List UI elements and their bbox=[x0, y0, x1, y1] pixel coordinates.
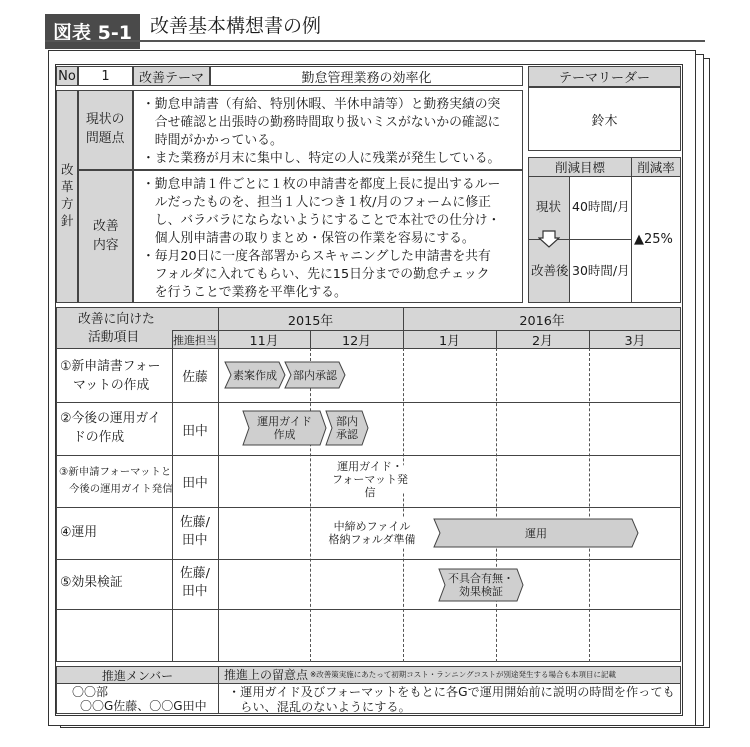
leader-value: 鈴木 bbox=[528, 87, 681, 151]
month-gridline bbox=[496, 348, 497, 662]
task-release-bar bbox=[330, 459, 410, 499]
owner-5-line: 田中 bbox=[182, 584, 208, 599]
current-line: ・勤怠申請書（有給、特別休暇、半休申請等）と勤務実績の突 bbox=[142, 97, 501, 112]
task-draft-label: 素案作成 bbox=[233, 368, 277, 382]
month-mar: 3月 bbox=[624, 334, 646, 349]
policy-side-char: 方 bbox=[61, 196, 74, 211]
task-guide-approval-line: 承認 bbox=[336, 428, 358, 441]
notes-label: 推進上の留意点 bbox=[224, 668, 309, 682]
owner-2: 田中 bbox=[182, 423, 208, 439]
members-line: 〇〇G佐藤、〇〇G田中 bbox=[80, 699, 207, 713]
activity-3-line: ③新申請フォーマットと bbox=[59, 466, 172, 478]
current-line: 合せ確認と出張時の勤務時間取り扱いミスがないかの確認に bbox=[142, 115, 501, 130]
owner-4-line: 田中 bbox=[182, 533, 208, 548]
activity-header-line: 改善に向けた bbox=[78, 312, 155, 327]
month-gridline bbox=[310, 348, 311, 662]
current-line: ・また業務が月末に集中し、特定の人に残業が発生している。 bbox=[142, 151, 501, 166]
task-release-label bbox=[330, 459, 410, 499]
task-approval-label: 部内承認 bbox=[293, 368, 337, 382]
activity-3-line: 今後の運用ガイト発信 bbox=[69, 483, 173, 495]
task-operation-label: 運用 bbox=[525, 526, 547, 540]
year-2016: 2016年 bbox=[519, 313, 565, 329]
leader-label: テーマリーダー bbox=[528, 66, 681, 87]
current-label-line: 現状の bbox=[86, 112, 125, 127]
improve-line: フォルダに入れてもらい、先に15日分までの勤怠チェック bbox=[142, 267, 490, 282]
month-nov: 11月 bbox=[249, 334, 279, 349]
policy-side-char: 針 bbox=[61, 213, 74, 228]
improve-line: 個人別申請書の取りまとめ・保管の作業を容易にする。 bbox=[142, 231, 475, 246]
reduction-target-label: 削減目標 bbox=[529, 158, 631, 176]
figure-title: 改善基本構想書の例 bbox=[150, 15, 322, 37]
task-release-line: フォーマット発信 bbox=[331, 472, 408, 499]
task-draft-bar bbox=[224, 361, 286, 389]
month-gridline bbox=[589, 348, 590, 662]
current-hours-value: 40時間/月 bbox=[572, 199, 630, 214]
activity-5-line: ⑤効果検証 bbox=[60, 575, 123, 590]
activity-header-line: 活動項目 bbox=[88, 330, 140, 345]
task-guide-approval-label bbox=[325, 410, 369, 446]
no-label: No bbox=[56, 66, 78, 86]
current-line: 時間がかかっている。 bbox=[142, 133, 283, 148]
activity-1-line: ①新申請書フォー bbox=[60, 359, 161, 374]
current-label-line: 問題点 bbox=[86, 131, 125, 146]
members-label: 推進メンバー bbox=[101, 668, 174, 683]
task-guide-line: 運用ガイド bbox=[257, 415, 312, 428]
policy-side-char: 革 bbox=[61, 179, 74, 194]
improve-line: ルだったものを、担当１人につき１枚/月のフォームに修正 bbox=[142, 195, 491, 210]
task-guide-approval-bar bbox=[325, 410, 369, 446]
row-rule bbox=[56, 507, 681, 508]
row-rule bbox=[56, 559, 681, 560]
after-hours-label: 改善後 bbox=[531, 263, 569, 278]
task-folder-prep-bar bbox=[326, 518, 418, 548]
task-verification-bar bbox=[438, 568, 524, 602]
month-feb: 2月 bbox=[532, 334, 553, 349]
improve-line: ・毎月20日に一度各部署からスキャニングした申請書を共有 bbox=[142, 249, 491, 264]
improve-line: を行うことで業務を平準化する。 bbox=[142, 285, 347, 300]
task-folder-prep-line: 格納フォルダ準備 bbox=[328, 533, 416, 546]
policy-side-label bbox=[56, 90, 78, 303]
task-guide-approval-line: 部内 bbox=[336, 415, 358, 428]
activity-1-line: マットの作成 bbox=[73, 378, 150, 393]
owner-header: 推進担当 bbox=[173, 333, 217, 347]
improve-label-line: 内容 bbox=[93, 238, 119, 253]
improvement-label bbox=[78, 170, 133, 303]
task-folder-prep-line: 中締めファイル bbox=[333, 520, 411, 533]
improve-line: ・勤怠申請１件ごとに１枚の申請書を都度上長に提出するルー bbox=[142, 177, 501, 192]
row-rule bbox=[56, 609, 681, 610]
task-guide-line: 作成 bbox=[273, 428, 296, 441]
task-operation-bar bbox=[433, 518, 639, 548]
current-problems-label bbox=[78, 90, 133, 170]
month-dec: 12月 bbox=[341, 334, 372, 349]
no-value: 1 bbox=[78, 66, 133, 86]
policy-side-char: 改 bbox=[61, 162, 74, 177]
task-verification-line: 不具合有無・ bbox=[448, 572, 514, 585]
row-rule bbox=[56, 402, 681, 403]
month-gridline bbox=[403, 348, 404, 662]
task-folder-prep-label bbox=[326, 518, 418, 548]
down-arrow-icon bbox=[538, 230, 560, 248]
footer-divider bbox=[218, 666, 219, 714]
current-hours-label: 現状 bbox=[536, 199, 562, 214]
improve-label-line: 改善 bbox=[93, 219, 119, 234]
after-hours-value: 30時間/月 bbox=[572, 263, 630, 278]
task-verification-label bbox=[438, 568, 524, 602]
theme-value: 勤怠管理業務の効率化 bbox=[210, 66, 523, 86]
month-jan: 1月 bbox=[439, 334, 460, 349]
reduction-divider bbox=[631, 176, 632, 303]
activity-2-line: ②今後の運用ガイ bbox=[60, 411, 161, 426]
notes-line: らい、混乱のないようにする。 bbox=[228, 700, 411, 714]
owner-1: 佐藤 bbox=[182, 370, 208, 385]
owner-5-line: 佐藤/ bbox=[180, 566, 210, 581]
reduction-rate-value: ▲25% bbox=[634, 232, 673, 247]
caption-rule bbox=[45, 40, 705, 42]
reduction-rate-label: 削減率 bbox=[631, 158, 680, 176]
task-approval-bar bbox=[284, 361, 346, 389]
notes-line: ・運用ガイド及びフォーマットをもとに各Gで運用開始前に説明の時間を作っても bbox=[228, 685, 675, 699]
year-2015: 2015年 bbox=[287, 313, 334, 329]
notes-small-print: ※改善策実施にあたって初期コスト・ランニングコストが別途発生する場合も本項目に記載 bbox=[310, 670, 616, 679]
task-release-line: 運用ガイド・ bbox=[337, 459, 403, 473]
theme-label: 改善テーマ bbox=[133, 66, 210, 86]
activity-4-line: ④運用 bbox=[60, 525, 98, 540]
members-line: 〇〇部 bbox=[72, 685, 109, 699]
task-verification-line: 効果検証 bbox=[459, 585, 503, 598]
row-rule bbox=[56, 455, 681, 456]
owner-4-line: 佐藤/ bbox=[180, 515, 210, 530]
improve-line: し、バラバラにならないようにすることで本社での仕分け・ bbox=[142, 213, 501, 228]
activity-2-line: ドの作成 bbox=[73, 430, 125, 445]
task-guide-bar bbox=[242, 410, 327, 446]
owner-3: 田中 bbox=[182, 476, 208, 491]
figure-number-tag: 図表 5-1 bbox=[45, 14, 140, 49]
task-guide-label bbox=[242, 410, 327, 446]
